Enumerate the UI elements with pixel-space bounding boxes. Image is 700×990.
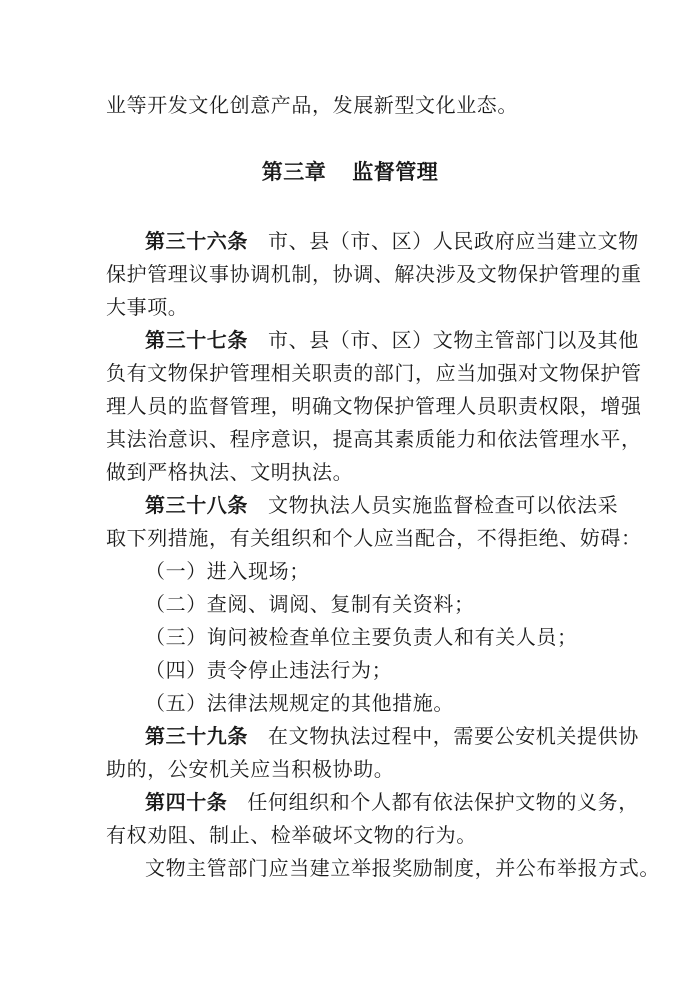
article-37-text-1: 市、县（市、区）文物主管部门以及其他 — [268, 328, 639, 352]
article-37-text-3: 理人员的监督管理，明确文物保护管理人员职责权限，增强 — [106, 394, 642, 418]
list-item: （三）询问被检查单位主要负责人和有关人员； — [145, 625, 578, 649]
article-37-text-2: 负有文物保护管理相关职责的部门，应当加强对文物保护管 — [106, 361, 642, 385]
article-37-first-line — [145, 326, 639, 354]
article-39-label: 第三十九条 — [145, 724, 248, 748]
article-36-label: 第三十六条 — [145, 229, 248, 253]
article-39-text-1: 在文物执法过程中，需要公安机关提供协 — [268, 724, 639, 748]
article-38-label: 第三十八条 — [145, 493, 248, 517]
article-40-text-2: 有权劝阻、制止、检举破坏文物的行为。 — [106, 823, 477, 847]
article-39-text-2: 助的，公安机关应当积极协助。 — [106, 757, 395, 781]
article-36-first-line — [145, 227, 639, 255]
article-37-label: 第三十七条 — [145, 328, 248, 352]
article-38-text-1: 文物执法人员实施监督检查可以依法采 — [268, 493, 619, 517]
article-36-text-3: 大事项。 — [106, 295, 189, 319]
list-item: （二）查阅、调阅、复制有关资料； — [145, 592, 475, 616]
chapter-number: 第三章 — [261, 160, 327, 184]
article-40-label: 第四十条 — [145, 790, 228, 814]
article-40-first-line — [145, 788, 639, 816]
article-38-text-2: 取下列措施，有关组织和个人应当配合，不得拒绝、妨碍： — [106, 526, 642, 550]
article-37-text-5: 做到严格执法、文明执法。 — [106, 460, 354, 484]
intro-line: 业等开发文化创意产品，发展新型文化业态。 — [106, 93, 518, 117]
list-item: （四）责令停止违法行为； — [145, 658, 393, 682]
article-36-text-1: 市、县（市、区）人民政府应当建立文物 — [268, 229, 639, 253]
article-40-text-3: 文物主管部门应当建立举报奖励制度，并公布举报方式。 — [145, 856, 660, 880]
article-38-first-line — [145, 491, 618, 519]
list-item: （五）法律法规规定的其他措施。 — [145, 691, 454, 715]
chapter-heading — [0, 158, 700, 186]
article-36-text-2: 保护管理议事协调机制，协调、解决涉及文物保护管理的重 — [106, 262, 642, 286]
article-40-text-1: 任何组织和个人都有依法保护文物的义务， — [247, 790, 639, 814]
article-39-first-line — [145, 722, 639, 750]
list-item: （一）进入现场； — [145, 559, 310, 583]
article-37-text-4: 其法治意识、程序意识，提高其素质能力和依法管理水平， — [106, 427, 642, 451]
chapter-title: 监督管理 — [352, 160, 439, 184]
